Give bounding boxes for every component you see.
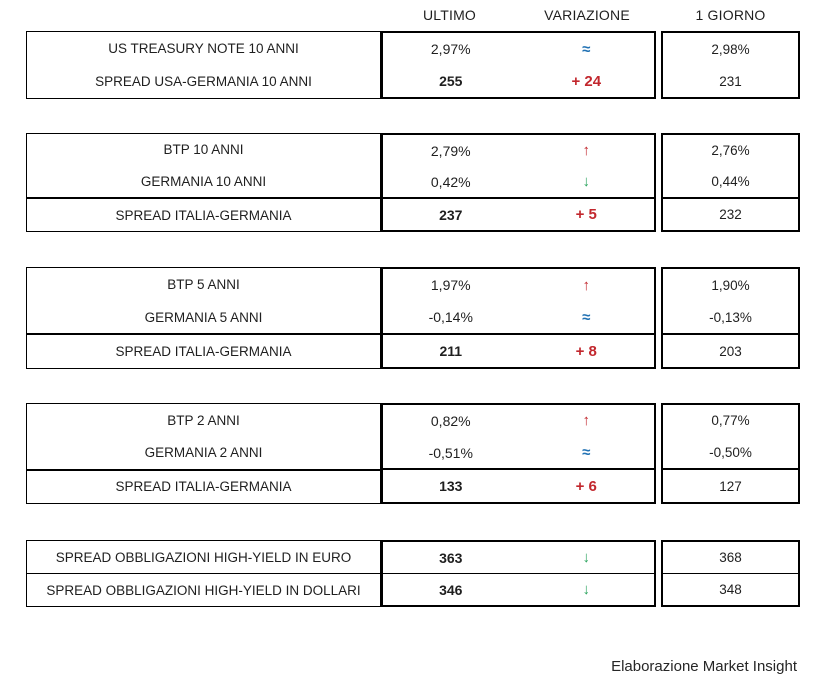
- row-label-spread: [27, 469, 380, 503]
- ultimo-value: 2,97%: [430, 41, 471, 57]
- ultimo-value: 211: [439, 343, 463, 359]
- giorno-column: [661, 540, 800, 607]
- label-column: [26, 267, 381, 369]
- row-label: [27, 404, 380, 436]
- table-high-yield: [0, 540, 837, 607]
- giorno-value: [663, 135, 798, 166]
- variation-indicator: ↓: [582, 581, 590, 598]
- giorno-text: 348: [719, 582, 742, 597]
- giorno-value: [663, 405, 798, 437]
- value-row: [383, 405, 654, 437]
- label-column: [26, 31, 381, 99]
- row-label: [27, 541, 380, 573]
- variation-indicator: ≈: [582, 444, 591, 461]
- giorno-column: [661, 403, 800, 504]
- ultimo-value: -0,14%: [428, 309, 473, 325]
- giorno-value: [663, 166, 798, 197]
- ultimo-variazione-column: [381, 133, 656, 232]
- label-text: SPREAD OBBLIGAZIONI HIGH-YIELD IN DOLLARI: [46, 582, 361, 598]
- variation-indicator: + 24: [571, 72, 602, 90]
- giorno-value-spread: [663, 468, 798, 502]
- giorno-text: -0,50%: [709, 445, 752, 460]
- row-label-spread: [27, 333, 380, 368]
- ultimo-value: 237: [439, 206, 463, 223]
- row-label: [27, 166, 380, 198]
- row-label-spread: [27, 197, 380, 231]
- table-us-treasury: [0, 31, 837, 99]
- giorno-text: 127: [719, 478, 742, 494]
- source-credit: Elaborazione Market Insight: [611, 658, 797, 675]
- value-row: [383, 166, 654, 197]
- variation-indicator: ↑: [582, 412, 590, 430]
- giorno-column: [661, 133, 800, 232]
- value-row: [383, 301, 654, 333]
- giorno-text: 2,76%: [711, 143, 750, 158]
- variation-indicator: ≈: [582, 308, 591, 326]
- giorno-text: 1,90%: [711, 277, 750, 293]
- ultimo-value: 2,79%: [430, 142, 471, 159]
- giorno-text: 232: [719, 207, 742, 222]
- giorno-value: [663, 301, 798, 333]
- table-btp-5-anni: [0, 267, 837, 369]
- column-header-ultimo: ULTIMO: [422, 7, 477, 23]
- giorno-value-spread: [663, 333, 798, 367]
- giorno-text: 368: [719, 550, 742, 565]
- value-row: [383, 65, 654, 97]
- row-label: [27, 65, 380, 98]
- label-text: BTP 10 ANNI: [163, 142, 244, 158]
- giorno-value: [663, 573, 798, 605]
- label-text: GERMANIA 10 ANNI: [140, 174, 267, 189]
- variation-indicator: ↑: [582, 142, 590, 159]
- column-header-variazione: VARIAZIONE: [544, 7, 630, 23]
- label-text: SPREAD ITALIA-GERMANIA: [115, 207, 292, 223]
- label-column: [26, 403, 381, 504]
- ultimo-value: 363: [439, 549, 463, 566]
- giorno-value: [663, 269, 798, 301]
- ultimo-value: 133: [439, 478, 463, 495]
- ultimo-variazione-column: [381, 540, 656, 607]
- ultimo-variazione-column: [381, 267, 656, 369]
- value-row: [383, 542, 654, 573]
- label-text: GERMANIA 2 ANNI: [144, 444, 263, 460]
- giorno-value: [663, 542, 798, 573]
- value-row: [383, 437, 654, 469]
- giorno-text: -0,13%: [709, 309, 752, 325]
- table-btp-2-anni: [0, 403, 837, 504]
- giorno-text: 231: [719, 73, 742, 89]
- column-header-1-giorno: 1 GIORNO: [695, 7, 766, 23]
- giorno-column: [661, 267, 800, 369]
- variation-indicator: + 5: [575, 206, 597, 223]
- giorno-value-spread: [663, 197, 798, 230]
- giorno-column: [661, 31, 800, 99]
- row-label: [27, 436, 380, 468]
- value-row-spread: [383, 333, 654, 367]
- label-column: [26, 133, 381, 232]
- value-row-spread: [383, 197, 654, 230]
- variation-indicator: ↓: [582, 549, 590, 566]
- ultimo-value: 0,82%: [430, 412, 471, 429]
- giorno-value: [663, 437, 798, 469]
- variation-indicator: + 8: [575, 342, 597, 360]
- giorno-value: [663, 65, 798, 97]
- variation-indicator: ≈: [582, 40, 591, 58]
- value-row: [383, 135, 654, 166]
- variation-indicator: ↓: [582, 173, 590, 190]
- ultimo-variazione-column: [381, 403, 656, 504]
- label-text: SPREAD OBBLIGAZIONI HIGH-YIELD IN EURO: [55, 549, 352, 565]
- label-text: SPREAD ITALIA-GERMANIA: [115, 344, 292, 360]
- ultimo-value: -0,51%: [428, 444, 473, 461]
- label-text: GERMANIA 5 ANNI: [144, 309, 263, 325]
- giorno-text: 2,98%: [711, 41, 750, 57]
- label-column: [26, 540, 381, 607]
- row-label: [27, 134, 380, 166]
- giorno-text: 0,44%: [711, 174, 750, 189]
- value-row: [383, 573, 654, 605]
- value-row: [383, 269, 654, 301]
- ultimo-variazione-column: [381, 31, 656, 99]
- row-label: [27, 573, 380, 606]
- table-btp-10-anni: [0, 133, 837, 232]
- ultimo-value: 1,97%: [430, 277, 471, 293]
- label-text: US TREASURY NOTE 10 ANNI: [108, 41, 299, 56]
- variation-indicator: ↑: [582, 276, 590, 294]
- giorno-text: 0,77%: [711, 413, 750, 429]
- row-label: [27, 301, 380, 334]
- ultimo-value: 255: [439, 73, 463, 89]
- ultimo-value: 346: [439, 581, 463, 598]
- giorno-text: 203: [719, 343, 742, 359]
- label-text: SPREAD USA-GERMANIA 10 ANNI: [95, 74, 312, 89]
- ultimo-value: 0,42%: [430, 173, 471, 190]
- variation-indicator: + 6: [575, 477, 597, 495]
- giorno-value: [663, 33, 798, 65]
- row-label: [27, 268, 380, 301]
- value-row: [383, 33, 654, 65]
- label-text: BTP 2 ANNI: [167, 412, 240, 428]
- label-text: SPREAD ITALIA-GERMANIA: [115, 479, 292, 495]
- label-text: BTP 5 ANNI: [167, 276, 240, 292]
- row-label: [27, 32, 380, 65]
- value-row-spread: [383, 468, 654, 502]
